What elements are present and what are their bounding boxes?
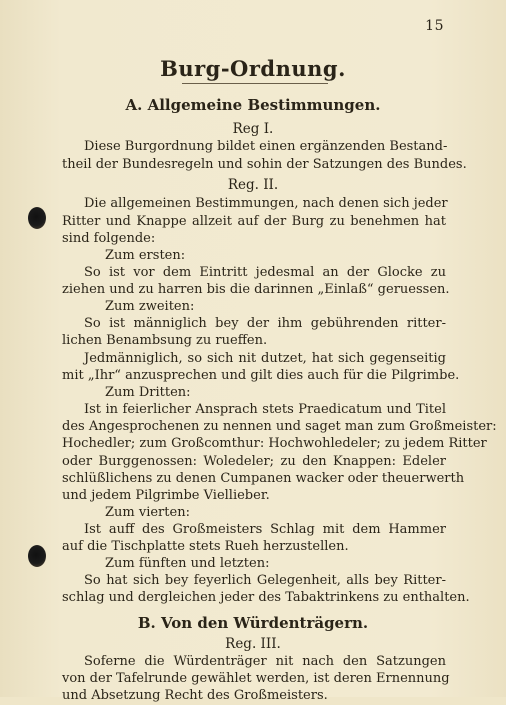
clause-third-line: oder Burggenossen: Woledeler; zu den Knappen: Edeler xyxy=(62,454,446,469)
clause-second-line: So ist männiglich bey der ihm gebührenden ritter- xyxy=(84,316,446,331)
clause-fourth-line: Ist auff des Großmeisters Schlag mit dem Hammer xyxy=(84,522,446,537)
reg-2-intro-line: Die allgemeinen Bestimmungen, nach denen sich jeder xyxy=(84,196,448,211)
clause-fifth-line: So hat sich bey feyerlich Gelegenheit, alls bey Ritter- xyxy=(84,573,446,588)
reg-3-line: Soferne die Würdenträger nit nach den Satzungen xyxy=(84,654,446,669)
clause-first-label: Zum ersten: xyxy=(105,248,186,263)
reg-1-line: Diese Burgordnung bildet einen ergänzenden Bestand- xyxy=(84,139,448,154)
section-b-heading: B. Von den Würdenträgern. xyxy=(137,614,369,632)
clause-third-label: Zum Dritten: xyxy=(105,385,191,400)
clause-third-line: schlüßlichens zu denen Cumpanen wacker oder theuerwerth xyxy=(62,471,465,486)
clause-second-line: lichen Benambsung zu rueffen. xyxy=(62,333,268,348)
reg-2-label: Reg. II. xyxy=(227,177,279,193)
clause-fourth-line: auf die Tischplatte stets Rueh herzustellen. xyxy=(62,539,349,554)
page-number: 15 xyxy=(425,18,444,34)
clause-fourth-label: Zum vierten: xyxy=(105,505,190,520)
section-a-heading: A. Allgemeine Bestimmungen. xyxy=(125,96,381,114)
reg-1-label: Reg I. xyxy=(232,121,274,137)
reg-3-label: Reg. III. xyxy=(225,636,281,652)
clause-second-line: Jedmänniglich, so sich nit dutzet, hat sich gegenseitig xyxy=(84,351,446,366)
clause-third-line: Ist in feierlicher Ansprach stets Praedicatum und Titel xyxy=(84,402,446,417)
clause-first-line: ziehen und zu harren bis die darinnen „Einlaß“ geruessen. xyxy=(62,282,450,297)
reg-1-line: theil der Bundesregeln und sohin der Satzungen des Bundes. xyxy=(62,157,467,172)
clause-second-line: mit „Ihr“ anzusprechen und gilt dies auch für die Pilgrimbe. xyxy=(62,368,460,383)
clause-third-line: Hochedler; zum Großcomthur: Hochwohledeler; zu jedem Ritter xyxy=(62,436,487,451)
page-title: Burg-Ordnung. xyxy=(160,56,346,81)
clause-fifth-label: Zum fünften und letzten: xyxy=(105,556,270,571)
clause-second-label: Zum zweiten: xyxy=(105,299,195,314)
clause-third-line: des Angesprochenen zu nennen und saget man zum Großmeister: xyxy=(62,419,497,434)
title-underline xyxy=(182,83,328,84)
clause-first-line: So ist vor dem Eintritt jedesmal an der Glocke zu xyxy=(84,265,446,280)
clause-third-line: und jedem Pilgrimbe Viellieber. xyxy=(62,488,270,503)
punch-hole-top xyxy=(28,207,46,229)
reg-2-intro-line: Ritter und Knappe allzeit auf der Burg zu benehmen hat xyxy=(62,214,446,229)
reg-3-line: und Absetzung Recht des Großmeisters. xyxy=(62,688,328,703)
punch-hole-bottom xyxy=(28,545,46,567)
reg-2-intro-line: sind folgende: xyxy=(62,231,156,246)
reg-3-line: von der Tafelrunde gewählet werden, ist deren Ernennung xyxy=(62,671,450,686)
clause-fifth-line: schlag und dergleichen jeder des Tabaktrinkens zu enthalten. xyxy=(62,590,470,605)
